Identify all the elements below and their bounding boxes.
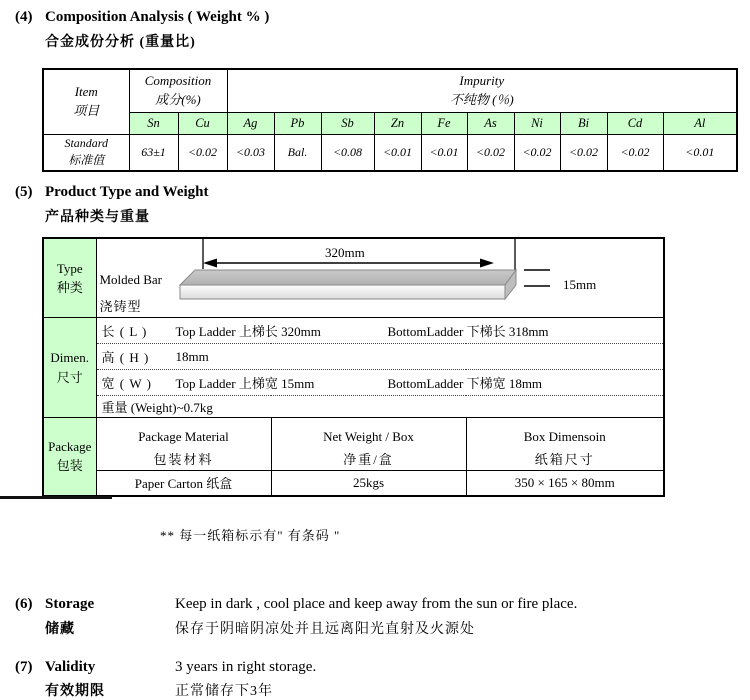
value-cell: <0.02 (560, 134, 607, 171)
dimen-label-cell (43, 318, 96, 418)
value-cell: <0.02 (514, 134, 560, 171)
value-cell: Bal. (274, 134, 321, 171)
composition-label-zh: 成分(%) (155, 91, 201, 107)
standard-value-row (43, 134, 737, 171)
box-dimension-en: Box Dimensoin (523, 428, 606, 444)
package-material-header (96, 418, 271, 471)
value-cell: <0.01 (374, 134, 421, 171)
value-cell: <0.08 (321, 134, 374, 171)
molded-bar-diagram (97, 239, 664, 317)
section5-title-zh: 产品种类与重量 (45, 210, 150, 225)
element-header: Ni (514, 112, 560, 134)
value-cell: <0.02 (607, 134, 663, 171)
package-material-en: Package Material (138, 428, 229, 444)
value-cell: <0.01 (663, 134, 737, 171)
standard-label-en: Standard (64, 135, 109, 150)
package-material-value: Paper Carton 纸盒 (96, 471, 271, 496)
value-cell: <0.02 (467, 134, 514, 171)
width-top-value: Top Ladder 上梯宽 15mm (175, 376, 315, 391)
section7-text-zh: 正常储存下3年 (175, 684, 273, 699)
box-dimension-zh: 纸箱尺寸 (534, 451, 595, 467)
dimension-row-weight (96, 396, 664, 418)
impurity-header-cell (227, 69, 737, 112)
section4-title-en: Composition Analysis ( Weight % ) (45, 9, 270, 25)
net-weight-en: Net Weight / Box (323, 428, 414, 444)
length-dimension-label: 320mm (324, 245, 365, 260)
section4-title-zh: 合金成份分析 (重量比) (45, 35, 196, 50)
length-bottom-value: BottomLadder 下梯长 318mm (387, 324, 549, 339)
element-header: Zn (374, 112, 421, 134)
dimen-label-en: Dimen. (50, 350, 90, 365)
element-header: As (467, 112, 514, 134)
box-dimension-value: 350 × 165 × 80mm (466, 471, 664, 496)
composition-label-en: Composition (144, 72, 212, 88)
net-weight-value: 25kgs (271, 471, 466, 496)
bar-drawing (97, 239, 663, 317)
net-weight-header (271, 418, 466, 471)
height-dimension-label: 15mm (562, 277, 596, 292)
package-label-en: Package (48, 438, 92, 454)
type-label-zh: 种类 (56, 280, 83, 295)
composition-table-wrapper (42, 68, 738, 172)
item-label-zh: 项目 (73, 102, 100, 118)
package-material-zh: 包装材料 (153, 451, 214, 467)
height-label: 高 ( H ) (101, 350, 150, 365)
type-content-cell (96, 238, 664, 318)
package-label-zh: 包装 (56, 458, 83, 474)
dimension-row-width (96, 370, 664, 396)
section6-text-zh: 保存于阴暗阴凉处并且远离阳光直射及火源处 (175, 622, 475, 637)
standard-label-zh: 标准值 (68, 153, 105, 168)
impurity-label-en: Impurity (459, 72, 505, 88)
section6-label-en: Storage (45, 596, 95, 612)
arrowhead-right-icon (480, 259, 494, 268)
element-header: Pb (274, 112, 321, 134)
section7-number: (7) (15, 659, 33, 675)
box-dimension-header (466, 418, 664, 471)
section6-text-en: Keep in dark , cool place and keep away from the sun or fire place. (175, 596, 578, 612)
section6-label-zh: 储藏 (45, 622, 75, 637)
value-cell: <0.02 (178, 134, 227, 171)
section4-number: (4) (15, 9, 33, 25)
bar-front-face (180, 285, 505, 299)
section6-number: (6) (15, 596, 33, 612)
element-header: Bi (560, 112, 607, 134)
length-top-value: Top Ladder 上梯长 320mm (175, 324, 321, 339)
type-label-cell (43, 238, 96, 318)
element-header-row (43, 112, 737, 134)
element-header: Cu (178, 112, 227, 134)
dimension-row-height (96, 344, 664, 370)
weight-value: 重量 (Weight)~0.7kg (101, 400, 213, 415)
element-header: Al (663, 112, 737, 134)
value-cell: <0.01 (421, 134, 467, 171)
bar-top-face (180, 270, 516, 285)
type-label-en: Type (56, 260, 83, 276)
height-value: 18mm (175, 348, 209, 364)
barcode-note: ** 每一纸箱标示有" 有条码 " (160, 528, 341, 543)
section5-title-en: Product Type and Weight (45, 184, 209, 200)
type-value-en: Molded Bar (99, 272, 162, 287)
element-header: Fe (421, 112, 467, 134)
product-table-wrapper (42, 237, 665, 497)
element-header: Sb (321, 112, 374, 134)
package-label-cell (43, 418, 96, 496)
product-table (42, 237, 665, 497)
dimen-label-zh: 尺寸 (56, 369, 83, 385)
value-cell: 63±1 (129, 134, 178, 171)
page-artifact-line (0, 496, 112, 499)
section7-text-en: 3 years in right storage. (175, 659, 317, 675)
element-header: Sn (129, 112, 178, 134)
item-header-cell (43, 69, 129, 134)
element-header: Ag (227, 112, 274, 134)
element-header: Cd (607, 112, 663, 134)
arrowhead-left-icon (203, 259, 217, 268)
width-label: 宽 ( W ) (101, 376, 152, 391)
item-label-en: Item (74, 83, 98, 99)
width-bottom-value: BottomLadder 下梯宽 18mm (387, 376, 543, 391)
dimension-row-length (96, 318, 664, 344)
composition-header-cell (129, 69, 227, 112)
impurity-label-zh: 不纯物 (％) (449, 91, 514, 107)
net-weight-zh: 净重/盒 (343, 451, 394, 467)
section5-number: (5) (15, 184, 33, 200)
section7-label-en: Validity (45, 659, 96, 675)
type-value-zh: 浇铸型 (99, 299, 142, 314)
section7-label-zh: 有效期限 (45, 684, 105, 699)
length-label: 长 ( L ) (101, 324, 148, 339)
composition-table (42, 68, 738, 172)
value-cell: <0.03 (227, 134, 274, 171)
standard-label-cell (43, 134, 129, 171)
